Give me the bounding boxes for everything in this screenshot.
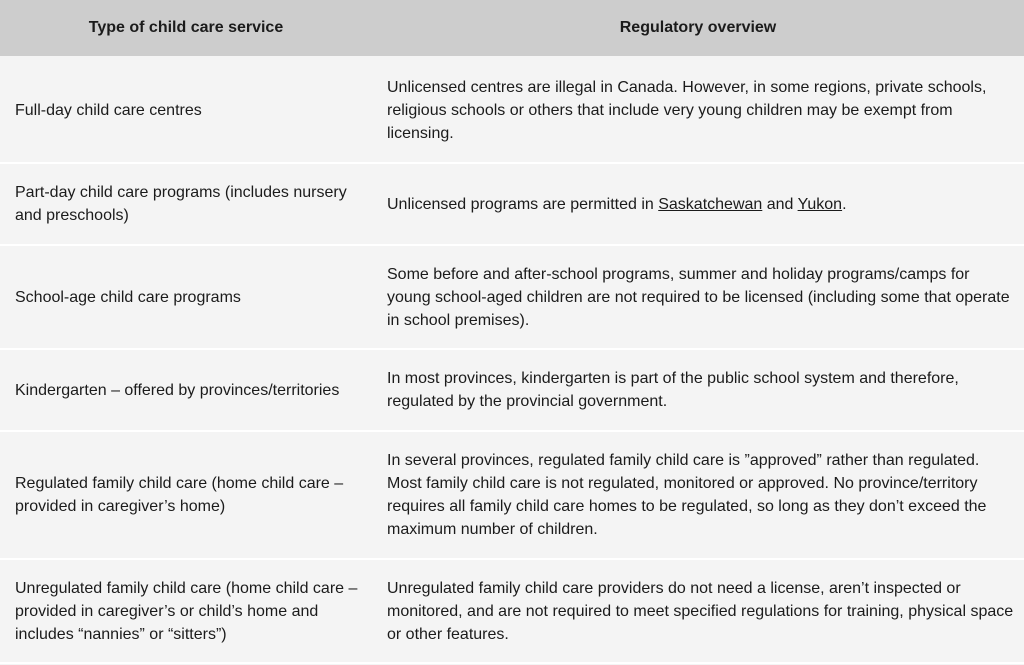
service-type-cell: School-age child care programs — [15, 288, 241, 306]
service-type-cell: Part-day child care programs (includes nursery and preschools) — [15, 184, 347, 224]
table-row — [0, 560, 1024, 662]
table-row — [0, 246, 1024, 348]
yukon-link[interactable]: Yukon — [797, 195, 843, 213]
header-regulatory-overview: Regulatory overview — [619, 19, 777, 36]
overview-text-prefix: Unlicensed programs are permitted in — [387, 195, 659, 213]
overview-cell: Some before and after-school programs, summer and holiday programs/camps for young school-aged children are not required to be licensed (including some that operate in school premises). — [387, 265, 1010, 329]
table-row — [0, 58, 1024, 162]
overview-cell — [372, 193, 1024, 216]
service-type-cell: Unregulated family child care (home child care – provided in caregiver’s or child’s home and includes “nannies” or “sitters”) — [15, 579, 358, 643]
header-type-of-service: Type of child care service — [88, 19, 284, 36]
overview-cell: Unregulated family child care providers do not need a license, aren’t inspected or monitored, and are not required to meet specified regulations for training, physical space or other features. — [387, 579, 1014, 643]
overview-text-suffix: . — [842, 195, 847, 213]
table-row — [0, 350, 1024, 430]
overview-cell: In most provinces, kindergarten is part of the public school system and therefore, regulated by the provincial government. — [387, 370, 959, 410]
overview-text-mid: and — [762, 195, 798, 213]
overview-cell: In several provinces, regulated family child care is ”approved” rather than regulated. Most family child care is not regulated, monitored or approved. No province/territory requires all family child care homes to be regulated, so long as they don’t exceed the maximum number of children. — [387, 452, 987, 538]
service-type-cell: Kindergarten – offered by provinces/territories — [15, 381, 340, 399]
table-header — [0, 0, 1024, 56]
table-row — [0, 432, 1024, 558]
service-type-cell: Regulated family child care (home child care – provided in caregiver’s home) — [15, 475, 344, 515]
saskatchewan-link[interactable]: Saskatchewan — [658, 195, 763, 213]
service-type-cell: Full-day child care centres — [15, 101, 202, 119]
overview-cell: Unlicensed centres are illegal in Canada. However, in some regions, private schools, religious schools or others that include very young children may be exempt from licensing. — [387, 78, 987, 142]
table-row — [0, 164, 1024, 244]
